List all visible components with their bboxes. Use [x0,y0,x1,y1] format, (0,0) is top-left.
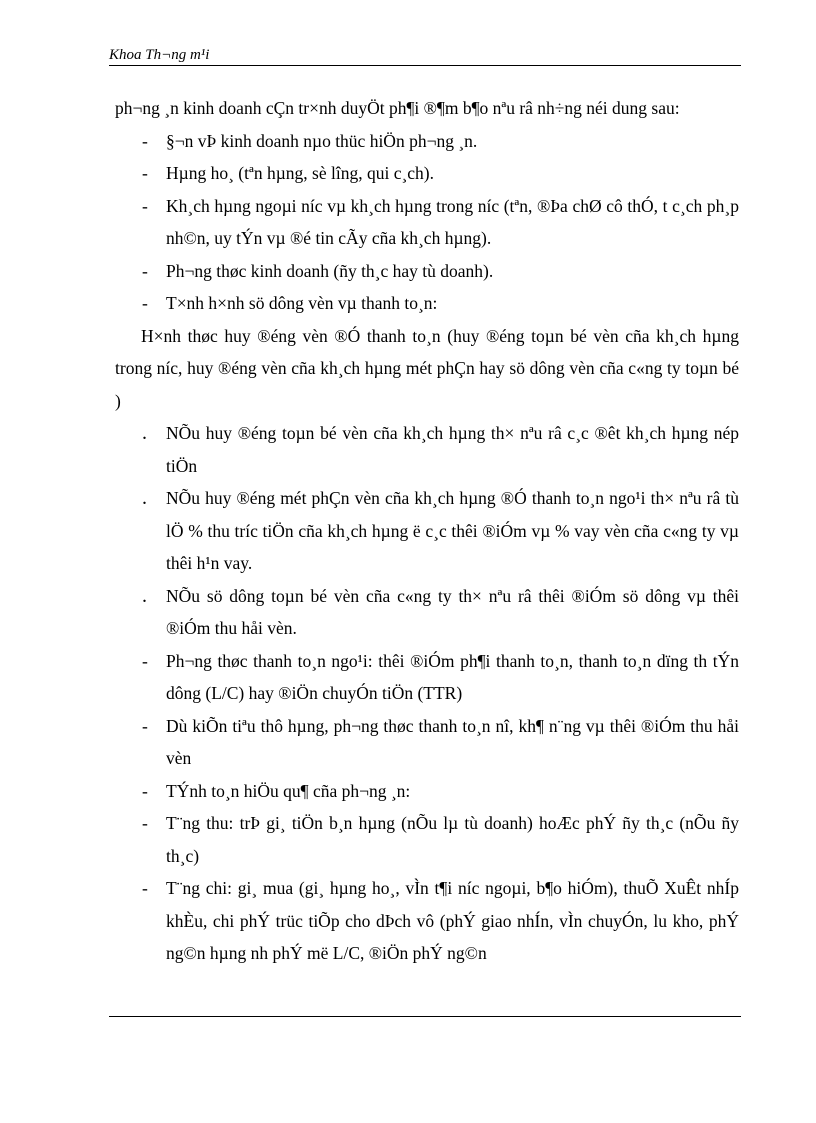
dash-marker: - [142,650,148,671]
list-item-text: Ph¬ng thøc kinh doanh (ñy th¸c hay tù doanh). [166,260,494,281]
list-item-text: TÝnh to¸n hiÖu qu¶ cña ph¬ng ¸n: [166,780,411,801]
dash-marker: - [142,260,148,281]
list-item [115,645,739,710]
list-item [115,157,739,190]
list-item [115,287,739,320]
list-item-text: T×nh h×nh sö dông vèn vµ thanh to¸n: [166,293,438,313]
dash-marker: - [142,130,148,151]
dash-marker: - [142,163,148,183]
list-item-text: T¨ng thu: trÞ gi¸ tiÖn b¸n hµng (nÕu lµ tù doanh) hoÆc phÝ ñy th¸c (nÕu ñy th¸c) [166,813,739,866]
list-item-text: NÕu huy ®éng mét phÇn vèn cña kh¸ch hµng ®Ó thanh to¸n ngo¹i th× nªu râ tù lÖ % thu tríc tiÖn cña kh¸ch hµng ë c¸c thêi ®iÓm vµ % vay vèn cña c«ng ty vµ thêi h¹n vay. [166,488,739,573]
list-item [115,190,739,255]
header-rule [109,65,741,66]
list-item-text: NÕu sö dông toµn bé vèn cña c«ng ty th× nªu râ thêi ®iÓm sö dông vµ thêi ®iÓm thu håi vèn. [166,585,739,638]
dot-marker: . [142,487,147,509]
list-item [115,417,739,482]
page-header: Khoa Th¬ng m¹i [109,47,210,63]
dash-marker: - [142,715,148,736]
list-item [115,807,739,872]
list-item [115,775,739,808]
list-item [115,580,739,645]
list-item-text: §¬n vÞ kinh doanh nµo thüc hiÖn ph¬ng ¸n. [166,130,478,151]
funding-paragraph: H×nh thøc huy ®éng vèn ®Ó thanh to¸n (huy ®éng toµn bé vèn cña kh¸ch hµng trong níc, huy ®éng vèn cña kh¸ch hµng mét phÇn hay sö dông vèn cña c«ng ty toµn bé ) [115,325,739,411]
intro-paragraph: ph¬ng ¸n kinh doanh cÇn tr×nh duyÖt ph¶i ®¶m b¶o nªu râ nh÷ng néi dung sau: [115,98,680,118]
list-item [115,872,739,970]
dash-marker: - [142,195,148,216]
body-text [115,92,739,970]
list-item [115,710,739,775]
list-item-text: Dù kiÕn tiªu thô hµng, ph¬ng thøc thanh to¸n nî, kh¶ n¨ng vµ thêi ®iÓm thu håi vèn [166,715,739,768]
list-item-text: T¨ng chi: gi¸ mua (gi¸ hµng ho¸, vÌn t¶i níc ngoµi, b¶o hiÓm), thuÕ XuÊt nhÍp khÈu, chi phÝ trüc tiÕp cho dÞch vô (phÝ giao nhÍn, vÌn chuyÓn, lu kho, phÝ ng©n hµng nh phÝ më L/C, ®iÖn phÝ ng©n [166,878,739,963]
dot-marker: . [142,584,147,607]
list-item [115,482,739,580]
dash-marker: - [142,878,148,898]
dash-marker: - [142,813,148,833]
footer-rule [109,1016,741,1017]
dash-marker: - [142,780,148,801]
dot-marker: . [142,422,147,444]
list-item [115,255,739,288]
list-item [115,125,739,158]
list-item-text: Hµng ho¸ (tªn hµng, sè lîng, qui c¸ch). [166,163,435,183]
list-item-text: Ph¬ng thøc thanh to¸n ngo¹i: thêi ®iÓm ph¶i thanh to¸n, thanh to¸n dïng th tÝn dông (L/C) hay ®iÖn chuyÓn tiÖn (TTR) [166,650,739,703]
list-item-text: Kh¸ch hµng ngoµi níc vµ kh¸ch hµng trong níc (tªn, ®Þa chØ cô thÓ, t c¸ch ph¸p nh©n, uy tÝn vµ ®é tin cÃy cña kh¸ch hµng). [166,195,739,248]
list-item-text: NÕu huy ®éng toµn bé vèn cña kh¸ch hµng th× nªu râ c¸c ®êt kh¸ch hµng nép tiÖn [166,423,739,476]
dash-marker: - [142,293,148,313]
